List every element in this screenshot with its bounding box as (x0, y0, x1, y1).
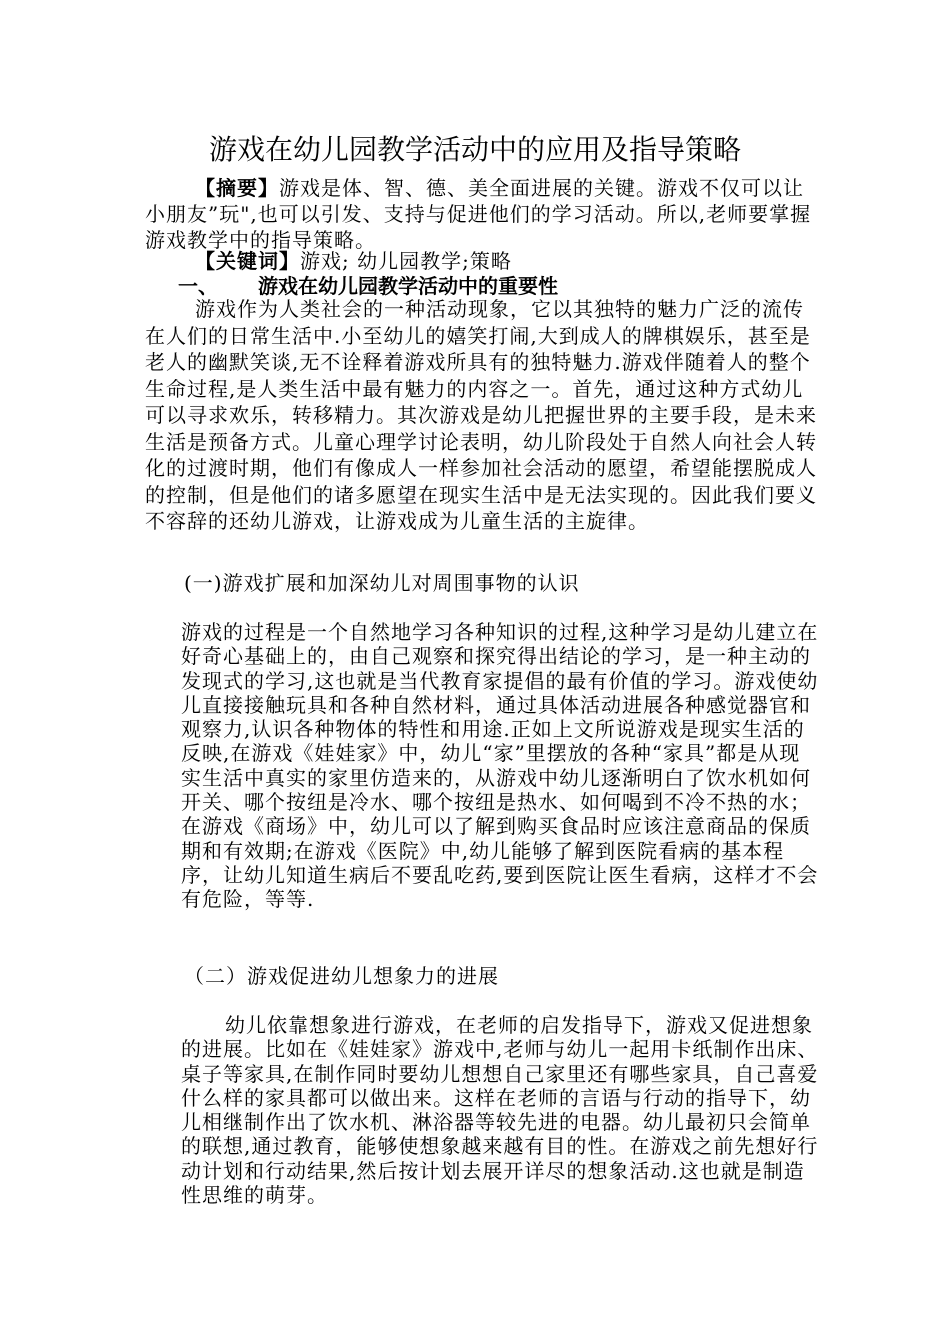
document-title: 游戏在幼儿园教学活动中的应用及指导策略 (208, 133, 741, 166)
subsection-1-paragraph: 游戏的过程是一个自然地学习各种知识的过程,这种学习是幼儿建立在好奇心基础上的，由自己观察和探究得出结论的学习，是一种主动的发现式的学习,这也就是当代教育家提倡的最有价值的学习。游戏使幼儿直接接触玩具和各种自然材料，通过具体活动进展各种感觉器官和观察力,认识各种物体的特性和用途.正如上文所说游戏是现实生活的反映,在游戏《娃娃家》中，幼儿“家”里摆放的各种“家具”都是从现实生活中真实的家里仿造来的，从游戏中幼儿逐渐明白了饮水机如何开关、哪个按纽是冷水、哪个按纽是热水、如何喝到不冷不热的水；在游戏《商场》中，幼儿可以了解到购买食品时应该注意商品的保质期和有效期;在游戏《医院》中,幼儿能够了解到医院看病的基本程序，让幼儿知道生病后不要乱吃药,要到医院让医生看病，这样才不会有危险，等等. (181, 620, 819, 912)
abstract-paragraph (145, 175, 821, 253)
abstract-label: 【摘要】 (195, 176, 279, 200)
keywords-text: 游戏; 幼儿园教学;策略 (300, 249, 512, 273)
subsection-2-paragraph: 幼儿依靠想象进行游戏，在老师的启发指导下，游戏又促进想象的进展。比如在《娃娃家》游戏中,老师与幼儿一起用卡纸制作出床、桌子等家具,在制作同时要幼儿想想自己家里还有哪些家具，自己喜爱什么样的家具都可以做出来。这样在老师的言语与行动的指导下，幼儿相继制作出了饮水机、淋浴器等较先进的电器。幼儿最初只会简单的联想,通过教育，能够使想象越来越有目的性。在游戏之前先想好行动计划和行动结果,然后按计划去展开详尽的想象活动.这也就是制造性思维的萌芽。 (181, 1013, 819, 1208)
section-1-paragraph: 游戏作为人类社会的一种活动现象，它以其独特的魅力广泛的流传在人们的日常生活中.小至幼儿的嬉笑打闹,大到成人的牌棋娱乐，甚至是老人的幽默笑谈,无不诠释着游戏所具有的独特魅力.游戏伴随着人的整个生命过程,是人类生活中最有魅力的内容之一。首先，通过这种方式幼儿可以寻求欢乐，转移精力。其次游戏是幼儿把握世界的主要手段，是未来生活是预备方式。儿童心理学讨论表明，幼儿阶段处于自然人向社会人转化的过渡时期，他们有像成人一样参加社会活动的愿望，希望能摆脱成人的控制，但是他们的诸多愿望在现实生活中是无法实现的。因此我们要义不容辞的还幼儿游戏，让游戏成为儿童生活的主旋律。 (145, 297, 817, 533)
subsection-2-heading: （二）游戏促进幼儿想象力的进展 (184, 964, 499, 988)
keywords-paragraph (145, 248, 821, 274)
section-1-heading-text: 游戏在幼儿园教学活动中的重要性 (258, 274, 558, 298)
section-1-number: 一、 (178, 274, 218, 298)
subsection-1-heading: (一)游戏扩展和加深幼儿对周围事物的认识 (184, 571, 580, 595)
keywords-label: 【关键词】 (195, 249, 300, 273)
abstract-text: 游戏是体、智、德、美全面进展的关键。游戏不仅可以让小朋友”玩",也可以引发、支持与促进他们的学习活动。所以,老师要掌握游戏教学中的指导策略。 (145, 176, 812, 252)
